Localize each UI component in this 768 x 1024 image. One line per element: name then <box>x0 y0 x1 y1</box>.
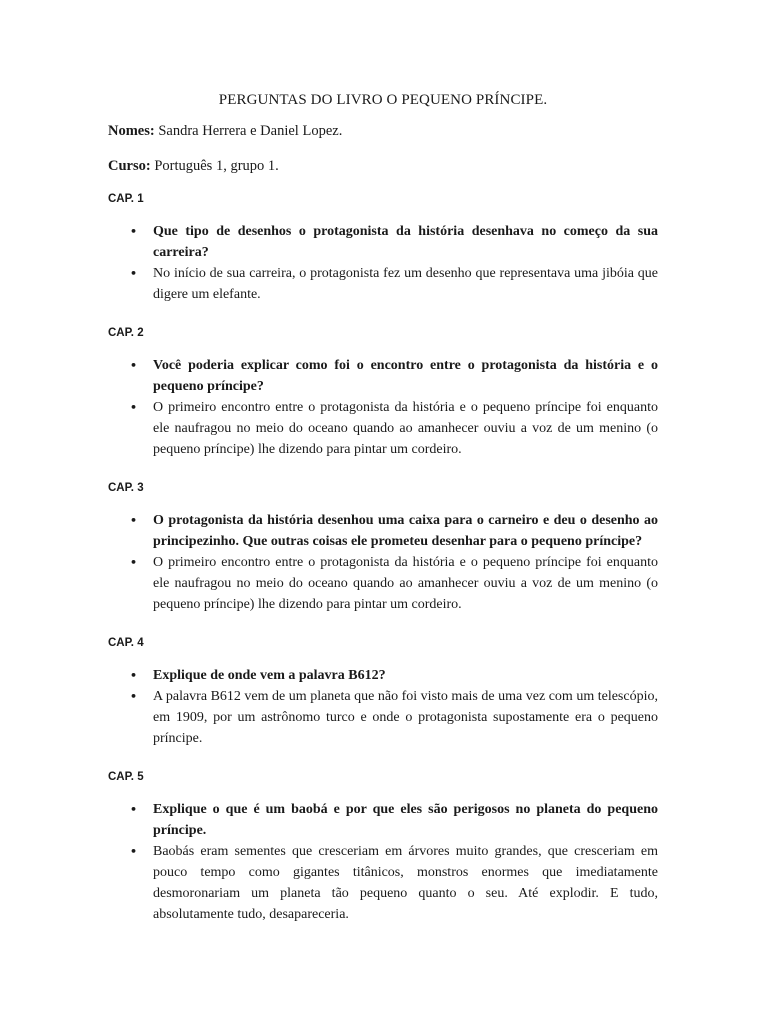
question-item <box>108 510 658 552</box>
bullet-icon: • <box>130 359 138 372</box>
question-text: O protagonista da história desenhou uma caixa para o carneiro e deu o desenho ao principezinho. Que outras coisas ele prometeu desenhar para o pequeno príncipe? <box>153 513 658 549</box>
chapter-1 <box>108 193 658 305</box>
bullet-icon: • <box>130 690 138 703</box>
question-item <box>108 355 658 397</box>
bullet-icon: • <box>130 267 138 280</box>
chapter-heading: CAP. 2 <box>108 327 144 339</box>
question-item <box>108 665 658 686</box>
bullet-icon: • <box>130 514 138 527</box>
bullet-icon: • <box>130 225 138 238</box>
chapter-2 <box>108 327 658 460</box>
bullet-icon: • <box>130 401 138 414</box>
chapter-heading: CAP. 5 <box>108 771 144 783</box>
course-line <box>108 158 658 175</box>
answer-item <box>108 397 658 460</box>
bullet-icon: • <box>130 845 138 858</box>
question-item <box>108 221 658 263</box>
answer-text: Baobás eram sementes que cresceriam em árvores muito grandes, que cresceriam em pouco tempo como gigantes titânicos, monstros enormes que imediatamente desmoronariam um planeta tão pequeno quanto o seu. Até explodir. E tudo, absolutamente tudo, desapareceria. <box>153 844 658 922</box>
course-value: Português 1, grupo 1. <box>150 158 279 174</box>
qa-list <box>108 355 658 460</box>
chapter-3 <box>108 482 658 615</box>
answer-item <box>108 841 658 925</box>
answer-text: A palavra B612 vem de um planeta que não foi visto mais de uma vez com um telescópio, em 1909, por um astrônomo turco e onde o protagonista supostamente era o pequeno príncipe. <box>153 689 658 746</box>
question-text: Você poderia explicar como foi o encontro entre o protagonista da história e o pequeno príncipe? <box>153 358 658 394</box>
answer-text: O primeiro encontro entre o protagonista da história e o pequeno príncipe foi enquanto ele naufragou no meio do oceano quando ao amanhecer ouviu a voz de um menino (o pequeno príncipe) lhe dizendo para pintar um cordeiro. <box>153 555 658 612</box>
qa-list <box>108 799 658 925</box>
chapter-5 <box>108 771 658 925</box>
answer-item <box>108 552 658 615</box>
answer-text: O primeiro encontro entre o protagonista da história e o pequeno príncipe foi enquanto ele naufragou no meio do oceano quando ao amanhecer ouviu a voz de um menino (o pequeno príncipe) lhe dizendo para pintar um cordeiro. <box>153 400 658 457</box>
bullet-icon: • <box>130 803 138 816</box>
question-text: Explique o que é um baobá e por que eles são perigosos no planeta do pequeno príncipe. <box>153 802 658 838</box>
answer-text: No início de sua carreira, o protagonista fez um desenho que representava uma jibóia que digere um elefante. <box>153 266 658 302</box>
chapter-heading: CAP. 4 <box>108 637 144 649</box>
course-label: Curso: <box>108 158 151 174</box>
qa-list <box>108 221 658 305</box>
question-text: Explique de onde vem a palavra B612? <box>153 668 386 683</box>
bullet-icon: • <box>130 669 138 682</box>
names-value: Sandra Herrera e Daniel Lopez. <box>154 123 343 139</box>
question-text: Que tipo de desenhos o protagonista da história desenhava no começo da sua carreira? <box>153 224 658 260</box>
chapter-4 <box>108 637 658 749</box>
names-label: Nomes: <box>108 123 155 139</box>
question-item <box>108 799 658 841</box>
qa-list <box>108 665 658 749</box>
answer-item <box>108 686 658 749</box>
chapter-heading: CAP. 1 <box>108 193 144 205</box>
document-title: PERGUNTAS DO LIVRO O PEQUENO PRÍNCIPE. <box>218 92 548 108</box>
chapter-heading: CAP. 3 <box>108 482 144 494</box>
qa-list <box>108 510 658 615</box>
bullet-icon: • <box>130 556 138 569</box>
names-line <box>108 123 658 140</box>
answer-item <box>108 263 658 305</box>
